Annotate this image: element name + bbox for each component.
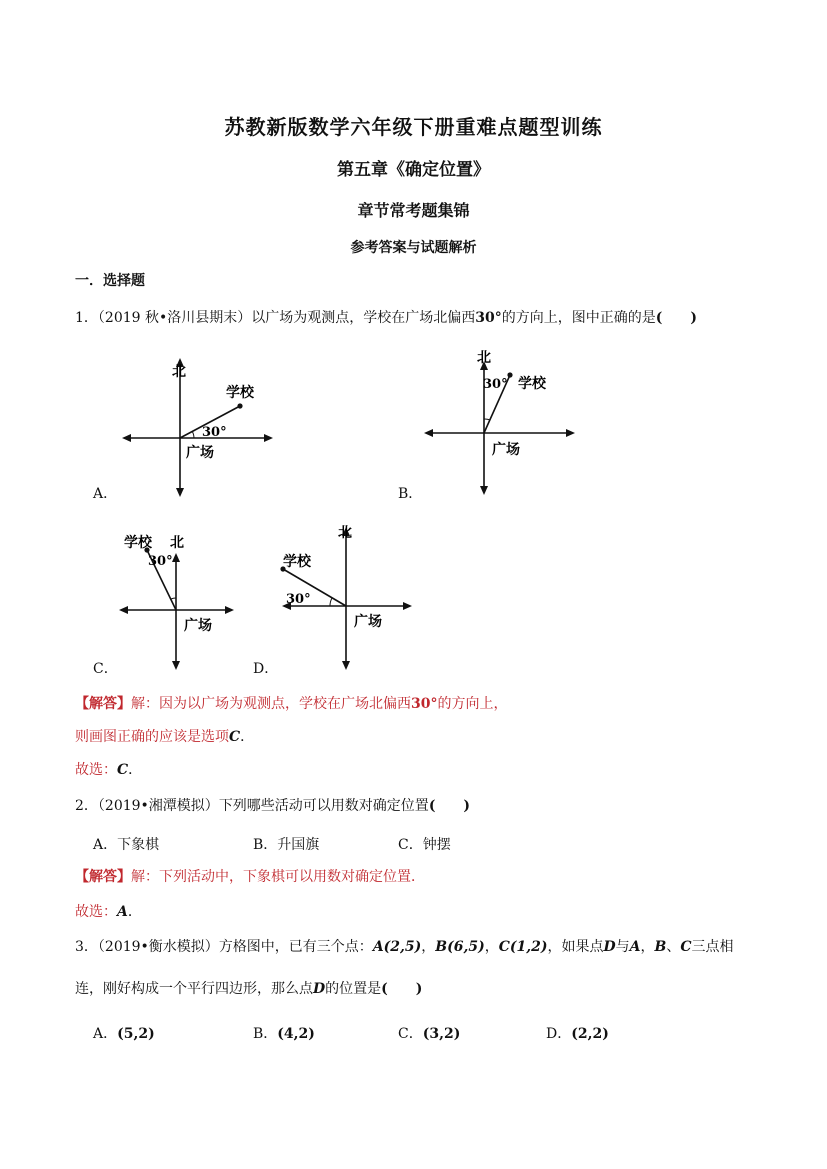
question-text: 方格图中，已有三个点：	[218, 939, 373, 955]
option-b-label: B．	[398, 486, 423, 502]
point-d-name: D	[313, 981, 326, 997]
option-a-label: A．	[93, 486, 118, 502]
separator: ，	[484, 939, 499, 955]
option-value: (3,2)	[422, 1026, 461, 1042]
q3-option-a	[93, 1023, 155, 1043]
north-label: 北	[477, 350, 491, 366]
question-number: 3．	[75, 939, 98, 955]
question-1-choice	[75, 759, 142, 779]
q2-option-b: B．升国旗	[253, 837, 320, 853]
school-label: 学校	[518, 376, 546, 392]
square-label: 广场	[186, 445, 214, 461]
square-label: 广场	[184, 618, 212, 634]
question-number: 2．	[75, 798, 98, 814]
choice-value: A	[117, 904, 128, 920]
angle-label: 30°	[148, 554, 173, 569]
question-3-stem-line2	[75, 978, 422, 998]
q3-option-b	[253, 1023, 315, 1043]
answer-bracket: ( )	[381, 981, 423, 997]
choice-label: 故选：	[75, 904, 117, 920]
option-letter: B．	[253, 1026, 278, 1042]
diagram-b	[420, 348, 580, 498]
angle-label: 30°	[483, 377, 508, 392]
q2-option-a: A．下象棋	[93, 837, 160, 853]
question-text: 以广场为观测点，学校在广场北偏西	[251, 310, 476, 326]
question-source: （2019 秋•洛川县期末）	[97, 310, 252, 326]
option-letter: A．	[93, 1026, 118, 1042]
north-label: 北	[172, 364, 186, 380]
choice-end: ．	[128, 762, 143, 778]
angle-value: 30°	[411, 696, 438, 712]
angle-value: 30°	[475, 310, 502, 326]
point-a: A(2,5)	[372, 939, 422, 955]
angle-label: 30°	[286, 592, 311, 607]
point-b-name: B	[654, 939, 667, 955]
question-2-choice	[75, 901, 142, 921]
question-text: 连，刚好构成一个平行四边形，那么点	[75, 981, 313, 997]
choice-end: ．	[127, 904, 142, 920]
subtitle: 章节常考题集锦	[357, 201, 470, 220]
option-value: (5,2)	[117, 1026, 155, 1042]
analysis-text: 解：下列活动中，下象棋可以用数对确定位置．	[131, 869, 425, 885]
separator: ，	[640, 939, 655, 955]
point-b: B(6,5)	[435, 939, 485, 955]
question-source: （2019•衡水模拟）	[97, 939, 219, 955]
section-title: 一．选择题	[75, 273, 145, 289]
option-d-label: D．	[253, 661, 279, 677]
point-a-name: A	[629, 939, 641, 955]
diagram-d	[280, 522, 420, 672]
square-label: 广场	[492, 442, 520, 458]
page-title: 苏教新版数学六年级下册重难点题型训练	[224, 115, 603, 139]
point-c-name: C	[680, 939, 692, 955]
option-letter: D．	[546, 1026, 572, 1042]
q3-option-d	[546, 1023, 609, 1043]
analysis-text: 则画图正确的应该是选项	[75, 729, 229, 745]
choice-label: 故选：	[75, 762, 117, 778]
analysis-tag: 【解答】	[75, 869, 131, 885]
north-label: 北	[338, 525, 352, 541]
analysis-text: 解：因为以广场为观测点，学校在广场北偏西	[131, 696, 411, 712]
analysis-answer: C	[229, 729, 241, 745]
analysis-text: 的方向上，	[437, 696, 508, 712]
question-text: 的方向上，图中正确的是	[501, 310, 656, 326]
diagram-a	[118, 355, 278, 500]
diagram-c	[118, 530, 238, 672]
answer-title: 参考答案与试题解析	[350, 240, 477, 256]
question-2-analysis	[75, 866, 425, 886]
school-label: 学校	[283, 554, 311, 570]
question-number: 1．	[75, 310, 98, 326]
question-2-stem	[75, 795, 470, 815]
answer-bracket: ( )	[655, 310, 697, 326]
choice-value: C	[117, 762, 129, 778]
option-c-label: C．	[93, 661, 118, 677]
square-label: 广场	[354, 614, 382, 630]
question-text: 下列哪些活动可以用数对确定位置	[218, 798, 429, 814]
north-label: 北	[170, 535, 184, 551]
question-text: 三点相	[691, 939, 734, 955]
q3-option-c	[398, 1023, 460, 1043]
question-1-analysis	[75, 693, 507, 713]
question-text: ，如果点	[547, 939, 604, 955]
separator: 、	[666, 939, 681, 955]
question-text: 与	[615, 939, 630, 955]
question-3-stem	[75, 936, 733, 956]
option-value: (2,2)	[571, 1026, 609, 1042]
analysis-tag: 【解答】	[75, 696, 131, 712]
angle-label: 30°	[202, 425, 227, 440]
school-label: 学校	[226, 385, 254, 401]
point-c: C(1,2)	[498, 939, 548, 955]
question-text: 的位置是	[325, 981, 382, 997]
analysis-end: ．	[240, 729, 255, 745]
q2-option-c: C．钟摆	[398, 837, 451, 853]
option-value: (4,2)	[277, 1026, 315, 1042]
question-source: （2019•湘潭模拟）	[97, 798, 219, 814]
option-letter: C．	[398, 1026, 423, 1042]
question-1-stem	[75, 307, 697, 327]
point-d-name: D	[603, 939, 616, 955]
chapter-title: 第五章《确定位置》	[337, 160, 490, 180]
question-1-analysis-line2	[75, 726, 254, 746]
answer-bracket: ( )	[428, 798, 471, 814]
separator: ，	[421, 939, 436, 955]
school-label: 学校	[124, 535, 152, 551]
